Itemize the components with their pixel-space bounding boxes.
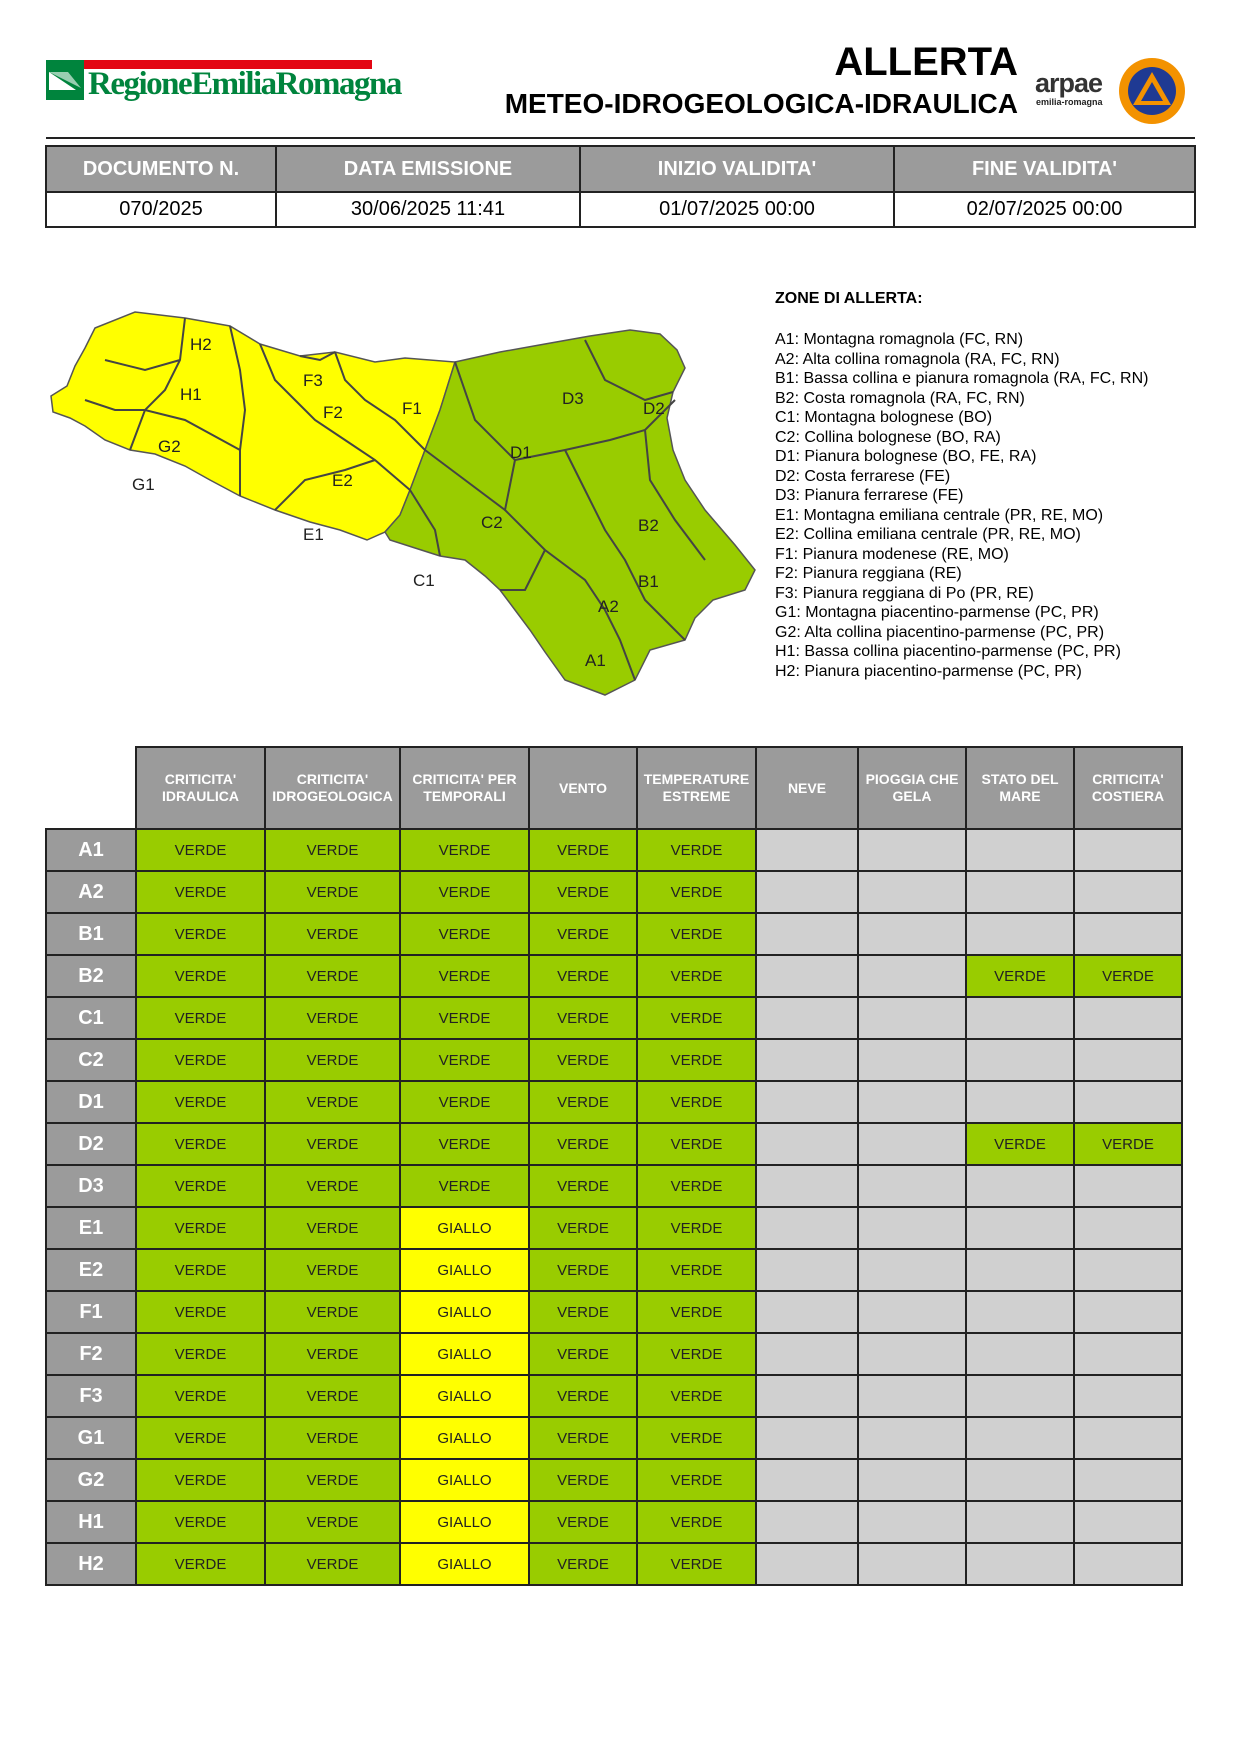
- alert-level-cell: [756, 1123, 858, 1165]
- alert-level-cell: VERDE: [265, 1039, 400, 1081]
- doc-start-validity: 01/07/2025 00:00: [580, 192, 894, 227]
- alert-level-cell: [858, 1417, 966, 1459]
- alert-zone-label: F2: [46, 1333, 136, 1375]
- alert-zone-label: B1: [46, 913, 136, 955]
- arpae-logo-sub: emilia-romagna: [1036, 97, 1103, 107]
- alert-level-cell: [756, 1543, 858, 1585]
- map-label-a1: A1: [585, 651, 606, 670]
- header-divider: [46, 137, 1195, 139]
- alert-level-cell: VERDE: [136, 913, 265, 955]
- alert-level-cell: [756, 1417, 858, 1459]
- region-brand: RegioneEmiliaRomagna: [88, 66, 401, 102]
- alert-level-cell: GIALLO: [400, 1291, 529, 1333]
- zone-legend-item: F2: Pianura reggiana (RE): [775, 565, 962, 582]
- alert-column-header-line: NEVE: [787, 779, 827, 796]
- alert-zone-label: D1: [46, 1081, 136, 1123]
- alert-level-cell: VERDE: [400, 1039, 529, 1081]
- alert-zone-label: G2: [46, 1459, 136, 1501]
- zone-legend-item: D1: Pianura bolognese (BO, FE, RA): [775, 448, 1037, 465]
- zone-legend-item: E2: Collina emiliana centrale (PR, RE, MO): [775, 526, 1081, 543]
- alert-column-header-line: CRITICITA': [164, 771, 237, 787]
- alert-zone-label: C2: [46, 1039, 136, 1081]
- alert-level-cell: VERDE: [400, 997, 529, 1039]
- alert-column-header: [136, 747, 265, 829]
- alert-level-cell: GIALLO: [400, 1417, 529, 1459]
- alert-level-cell: VERDE: [400, 955, 529, 997]
- alert-level-cell: VERDE: [529, 1165, 637, 1207]
- alert-column-header-line: PIOGGIA CHE: [865, 771, 959, 787]
- alert-level-cell: [1074, 1165, 1182, 1207]
- alert-level-cell: VERDE: [637, 1165, 756, 1207]
- alert-level-cell: [1074, 871, 1182, 913]
- alert-row: [46, 871, 1182, 913]
- alert-level-cell: VERDE: [136, 1459, 265, 1501]
- alert-level-cell: GIALLO: [400, 1207, 529, 1249]
- alert-level-cell: [756, 1165, 858, 1207]
- alert-level-cell: VERDE: [529, 1459, 637, 1501]
- zone-legend-item: A1: Montagna romagnola (FC, RN): [775, 331, 1024, 348]
- doc-end-validity: 02/07/2025 00:00: [894, 192, 1195, 227]
- alert-level-cell: VERDE: [529, 1417, 637, 1459]
- alert-level-cell: [1074, 1249, 1182, 1291]
- map-label-c2: C2: [481, 513, 503, 532]
- alert-level-cell: [858, 913, 966, 955]
- alert-zone-label: F3: [46, 1375, 136, 1417]
- alert-level-cell: VERDE: [637, 1291, 756, 1333]
- map-label-d3: D3: [562, 389, 584, 408]
- alert-column-header-line: TEMPERATURE: [643, 771, 750, 787]
- doc-header-start: INIZIO VALIDITA': [580, 146, 894, 192]
- alert-zone-label: E2: [46, 1249, 136, 1291]
- map-label-f3: F3: [303, 371, 323, 390]
- alert-level-cell: [756, 1333, 858, 1375]
- alert-level-cell: [966, 1249, 1074, 1291]
- alert-level-cell: GIALLO: [400, 1501, 529, 1543]
- alert-level-cell: VERDE: [265, 955, 400, 997]
- map-label-h1: H1: [180, 385, 202, 404]
- alert-level-cell: VERDE: [136, 955, 265, 997]
- alert-level-cell: VERDE: [637, 1207, 756, 1249]
- alert-level-cell: [858, 1543, 966, 1585]
- alert-level-cell: [1074, 1375, 1182, 1417]
- alert-level-cell: [756, 1459, 858, 1501]
- alert-level-cell: VERDE: [529, 997, 637, 1039]
- doc-header-end: FINE VALIDITA': [894, 146, 1195, 192]
- alert-level-cell: VERDE: [529, 1333, 637, 1375]
- alert-level-cell: VERDE: [637, 955, 756, 997]
- alert-levels-table: [45, 746, 1183, 1586]
- alert-level-cell: [756, 955, 858, 997]
- alert-level-cell: [966, 829, 1074, 871]
- alert-level-cell: VERDE: [136, 871, 265, 913]
- alert-column-header-line: IDRAULICA: [162, 788, 239, 804]
- alert-level-cell: [858, 1165, 966, 1207]
- map-label-b2: B2: [638, 516, 659, 535]
- map-label-b1: B1: [638, 572, 659, 591]
- map-label-h2: H2: [190, 335, 212, 354]
- alert-row: [46, 1417, 1182, 1459]
- alert-level-cell: [756, 1291, 858, 1333]
- alert-level-cell: [1074, 1039, 1182, 1081]
- alert-level-cell: GIALLO: [400, 1333, 529, 1375]
- alert-level-cell: [1074, 1291, 1182, 1333]
- map-label-f1: F1: [402, 399, 422, 418]
- alert-level-cell: VERDE: [136, 1249, 265, 1291]
- alert-level-cell: VERDE: [136, 1081, 265, 1123]
- alert-column-header: [637, 747, 756, 829]
- alert-level-cell: VERDE: [637, 1249, 756, 1291]
- alert-level-cell: VERDE: [529, 1543, 637, 1585]
- alert-level-cell: VERDE: [265, 1291, 400, 1333]
- alert-level-cell: VERDE: [136, 997, 265, 1039]
- alert-level-cell: [966, 913, 1074, 955]
- alert-level-cell: [858, 997, 966, 1039]
- alert-level-cell: [1074, 913, 1182, 955]
- map-label-e1: E1: [303, 525, 324, 544]
- alert-level-cell: VERDE: [400, 1123, 529, 1165]
- alert-level-cell: VERDE: [637, 997, 756, 1039]
- alert-level-cell: [1074, 1417, 1182, 1459]
- alert-level-cell: VERDE: [400, 1081, 529, 1123]
- alert-level-cell: VERDE: [265, 1333, 400, 1375]
- doc-header-number: DOCUMENTO N.: [46, 146, 276, 192]
- alert-row: [46, 1375, 1182, 1417]
- alert-level-cell: VERDE: [637, 1039, 756, 1081]
- alert-level-cell: VERDE: [136, 1207, 265, 1249]
- alert-level-cell: [756, 1039, 858, 1081]
- map-label-c1: C1: [413, 571, 435, 590]
- document-info-table: [45, 145, 1196, 228]
- doc-number: 070/2025: [46, 192, 276, 227]
- alert-row: [46, 997, 1182, 1039]
- alert-level-cell: VERDE: [529, 1123, 637, 1165]
- map-label-d1: D1: [510, 443, 532, 462]
- alert-level-cell: [858, 1291, 966, 1333]
- alert-level-cell: VERDE: [265, 1207, 400, 1249]
- alert-level-cell: [1074, 1081, 1182, 1123]
- alert-zone-label: C1: [46, 997, 136, 1039]
- alert-level-cell: VERDE: [529, 871, 637, 913]
- alert-level-cell: [966, 1207, 1074, 1249]
- zone-legend-item: H2: Pianura piacentino-parmense (PC, PR): [775, 662, 1082, 680]
- alert-row: [46, 1543, 1182, 1585]
- alert-level-cell: [858, 1039, 966, 1081]
- alert-zone-label: B2: [46, 955, 136, 997]
- alert-column-header: [858, 747, 966, 829]
- protezione-civile-logo-icon: [1117, 56, 1187, 126]
- alert-level-cell: VERDE: [136, 1123, 265, 1165]
- alert-zone-label: E1: [46, 1207, 136, 1249]
- alert-zone-label: H1: [46, 1501, 136, 1543]
- alert-level-cell: [858, 829, 966, 871]
- alert-level-cell: [756, 1375, 858, 1417]
- alert-row: [46, 1333, 1182, 1375]
- zone-legend-item: F1: Pianura modenese (RE, MO): [775, 545, 1009, 563]
- alert-level-cell: GIALLO: [400, 1375, 529, 1417]
- alert-level-cell: [966, 1081, 1074, 1123]
- alert-row: [46, 913, 1182, 955]
- alert-level-cell: VERDE: [265, 1459, 400, 1501]
- alert-level-cell: [1074, 1501, 1182, 1543]
- alert-level-cell: VERDE: [136, 1291, 265, 1333]
- region-logo-icon: [46, 60, 84, 100]
- alert-level-cell: VERDE: [966, 955, 1074, 997]
- alert-level-cell: VERDE: [637, 913, 756, 955]
- alert-level-cell: [756, 997, 858, 1039]
- alert-level-cell: VERDE: [400, 829, 529, 871]
- alert-level-cell: [756, 1501, 858, 1543]
- alert-level-cell: [858, 1207, 966, 1249]
- alert-zone-label: G1: [46, 1417, 136, 1459]
- alert-level-cell: VERDE: [637, 1123, 756, 1165]
- alert-level-cell: [966, 1291, 1074, 1333]
- zone-legend-item: H1: Bassa collina piacentino-parmense (PC, PR): [775, 643, 1121, 660]
- alert-level-cell: VERDE: [136, 1039, 265, 1081]
- alert-level-cell: VERDE: [529, 1081, 637, 1123]
- alert-level-cell: VERDE: [637, 829, 756, 871]
- alert-level-cell: [858, 955, 966, 997]
- map-label-a2: A2: [598, 597, 619, 616]
- alert-level-cell: VERDE: [529, 1375, 637, 1417]
- map-label-g1: G1: [132, 475, 155, 494]
- alert-level-cell: VERDE: [400, 871, 529, 913]
- alert-level-cell: VERDE: [265, 871, 400, 913]
- alert-level-cell: VERDE: [529, 1501, 637, 1543]
- alert-row: [46, 1249, 1182, 1291]
- alert-row: [46, 955, 1182, 997]
- arpae-logo: arpae: [1035, 68, 1103, 98]
- alert-zones-map: [45, 300, 765, 700]
- alert-level-cell: [756, 913, 858, 955]
- alert-column-header-line: COSTIERA: [1091, 788, 1165, 804]
- alert-level-cell: [966, 1165, 1074, 1207]
- alert-level-cell: [858, 1501, 966, 1543]
- alert-level-cell: VERDE: [400, 913, 529, 955]
- alert-level-cell: VERDE: [265, 1375, 400, 1417]
- alert-row: [46, 1459, 1182, 1501]
- alert-level-cell: VERDE: [529, 1207, 637, 1249]
- alert-level-cell: GIALLO: [400, 1249, 529, 1291]
- alert-level-cell: [1074, 1333, 1182, 1375]
- alert-column-header-line: GELA: [892, 788, 932, 804]
- alert-level-cell: VERDE: [265, 913, 400, 955]
- zone-legend-item: G1: Montagna piacentino-parmense (PC, PR): [775, 604, 1099, 621]
- alert-row: [46, 1291, 1182, 1333]
- alert-level-cell: [966, 1333, 1074, 1375]
- alert-level-cell: VERDE: [265, 1165, 400, 1207]
- alert-level-cell: [756, 1081, 858, 1123]
- alert-level-cell: GIALLO: [400, 1459, 529, 1501]
- alert-zone-label: F1: [46, 1291, 136, 1333]
- alert-level-cell: [756, 829, 858, 871]
- alert-level-cell: VERDE: [265, 1417, 400, 1459]
- alert-zone-label: A1: [46, 829, 136, 871]
- alert-level-cell: VERDE: [637, 1501, 756, 1543]
- alert-level-cell: VERDE: [966, 1123, 1074, 1165]
- alert-zone-label: D3: [46, 1165, 136, 1207]
- zones-legend-title: ZONE DI ALLERTA:: [775, 290, 923, 307]
- alert-column-header-line: CRITICITA': [1092, 771, 1164, 787]
- alert-level-cell: VERDE: [265, 1543, 400, 1585]
- alert-level-cell: [756, 871, 858, 913]
- alert-column-header-line: CRITICITA' PER: [412, 771, 517, 787]
- alert-level-cell: VERDE: [136, 829, 265, 871]
- alert-level-cell: VERDE: [529, 1039, 637, 1081]
- alert-level-cell: VERDE: [529, 913, 637, 955]
- alert-level-cell: [858, 1123, 966, 1165]
- alert-level-cell: [966, 1459, 1074, 1501]
- alert-zone-label: D2: [46, 1123, 136, 1165]
- alert-column-header-line: MARE: [999, 788, 1041, 804]
- alert-column-header-line: IDROGEOLOGICA: [272, 788, 393, 804]
- alert-level-cell: [1074, 1543, 1182, 1585]
- alert-level-cell: VERDE: [637, 871, 756, 913]
- zone-legend-item: D2: Costa ferrarese (FE): [775, 467, 951, 485]
- alert-column-header: [265, 747, 400, 829]
- zone-legend-item: B1: Bassa collina e pianura romagnola (RA, FC, RN): [775, 370, 1149, 387]
- alert-column-header: [1074, 747, 1182, 829]
- zone-legend-item: G2: Alta collina piacentino-parmense (PC, PR): [775, 623, 1105, 641]
- alert-level-cell: [858, 1459, 966, 1501]
- alert-level-cell: VERDE: [400, 1165, 529, 1207]
- alert-level-cell: VERDE: [529, 1249, 637, 1291]
- alert-column-header-line: VENTO: [559, 779, 607, 796]
- zone-legend-item: C1: Montagna bolognese (BO): [775, 409, 993, 426]
- alert-level-cell: VERDE: [136, 1165, 265, 1207]
- alert-column-header: [756, 747, 858, 829]
- map-label-g2: G2: [158, 437, 181, 456]
- alert-row: [46, 1039, 1182, 1081]
- alert-level-cell: VERDE: [265, 1249, 400, 1291]
- alert-level-cell: [966, 871, 1074, 913]
- alert-level-cell: [858, 1333, 966, 1375]
- alert-level-cell: [858, 1249, 966, 1291]
- page-title: ALLERTA: [834, 40, 1018, 84]
- alert-level-cell: [858, 1375, 966, 1417]
- alert-level-cell: [1074, 1207, 1182, 1249]
- alert-level-cell: VERDE: [637, 1417, 756, 1459]
- alert-level-cell: [966, 1417, 1074, 1459]
- zone-legend-item: D3: Pianura ferrarese (FE): [775, 487, 964, 504]
- alert-level-cell: VERDE: [136, 1333, 265, 1375]
- alert-column-header-line: TEMPORALI: [423, 788, 506, 804]
- alert-level-cell: VERDE: [637, 1081, 756, 1123]
- zones-legend-list: [775, 330, 1149, 681]
- alert-level-cell: VERDE: [265, 1501, 400, 1543]
- alert-row: [46, 1165, 1182, 1207]
- alert-level-cell: VERDE: [136, 1375, 265, 1417]
- alert-column-header-line: ESTREME: [662, 788, 731, 804]
- alert-level-cell: VERDE: [529, 1291, 637, 1333]
- map-label-e2: E2: [332, 471, 353, 490]
- alert-zone-label: A2: [46, 871, 136, 913]
- alert-column-header-line: STATO DEL: [981, 771, 1059, 787]
- alert-level-cell: VERDE: [1074, 1123, 1182, 1165]
- zone-legend-item: E1: Montagna emiliana centrale (PR, RE, MO): [775, 506, 1104, 524]
- alert-level-cell: [858, 1081, 966, 1123]
- alert-row: [46, 1207, 1182, 1249]
- alert-level-cell: GIALLO: [400, 1543, 529, 1585]
- alert-level-cell: VERDE: [529, 829, 637, 871]
- map-label-f2: F2: [323, 403, 343, 422]
- alert-level-cell: VERDE: [265, 997, 400, 1039]
- alert-level-cell: VERDE: [136, 1501, 265, 1543]
- alert-level-cell: VERDE: [637, 1375, 756, 1417]
- alert-level-cell: VERDE: [637, 1459, 756, 1501]
- alert-level-cell: [966, 1501, 1074, 1543]
- alert-column-header: [529, 747, 637, 829]
- alert-level-cell: VERDE: [265, 829, 400, 871]
- zone-legend-item: F3: Pianura reggiana di Po (PR, RE): [775, 584, 1034, 602]
- alert-row: [46, 1081, 1182, 1123]
- doc-header-emission: DATA EMISSIONE: [276, 146, 580, 192]
- map-yellow-area: [51, 312, 455, 540]
- alert-level-cell: [858, 871, 966, 913]
- alert-level-cell: [1074, 997, 1182, 1039]
- alert-row: [46, 1123, 1182, 1165]
- alert-level-cell: VERDE: [265, 1123, 400, 1165]
- alert-level-cell: [966, 1039, 1074, 1081]
- alert-row: [46, 1501, 1182, 1543]
- alert-level-cell: [1074, 1459, 1182, 1501]
- alert-level-cell: [756, 1249, 858, 1291]
- alert-level-cell: VERDE: [1074, 955, 1182, 997]
- doc-emission-date: 30/06/2025 11:41: [276, 192, 580, 227]
- page-subtitle: METEO-IDROGEOLOGICA-IDRAULICA: [504, 88, 1018, 119]
- alert-level-cell: VERDE: [637, 1543, 756, 1585]
- map-label-d2: D2: [643, 399, 665, 418]
- alert-column-header: [400, 747, 529, 829]
- alert-column-header-line: CRITICITA': [296, 771, 369, 787]
- alert-header-corner: [46, 747, 136, 829]
- alert-level-cell: VERDE: [265, 1081, 400, 1123]
- alert-level-cell: [966, 1375, 1074, 1417]
- zone-legend-item: C2: Collina bolognese (BO, RA): [775, 428, 1001, 446]
- alert-level-cell: VERDE: [529, 955, 637, 997]
- alert-level-cell: VERDE: [136, 1543, 265, 1585]
- zone-legend-item: B2: Costa romagnola (RA, FC, RN): [775, 389, 1025, 407]
- alert-level-cell: VERDE: [637, 1333, 756, 1375]
- alert-column-header: [966, 747, 1074, 829]
- alert-zone-label: H2: [46, 1543, 136, 1585]
- alert-level-cell: VERDE: [136, 1417, 265, 1459]
- alert-level-cell: [1074, 829, 1182, 871]
- alert-level-cell: [966, 1543, 1074, 1585]
- alert-row: [46, 829, 1182, 871]
- zone-legend-item: A2: Alta collina romagnola (RA, FC, RN): [775, 350, 1060, 368]
- alert-level-cell: [756, 1207, 858, 1249]
- alert-level-cell: [966, 997, 1074, 1039]
